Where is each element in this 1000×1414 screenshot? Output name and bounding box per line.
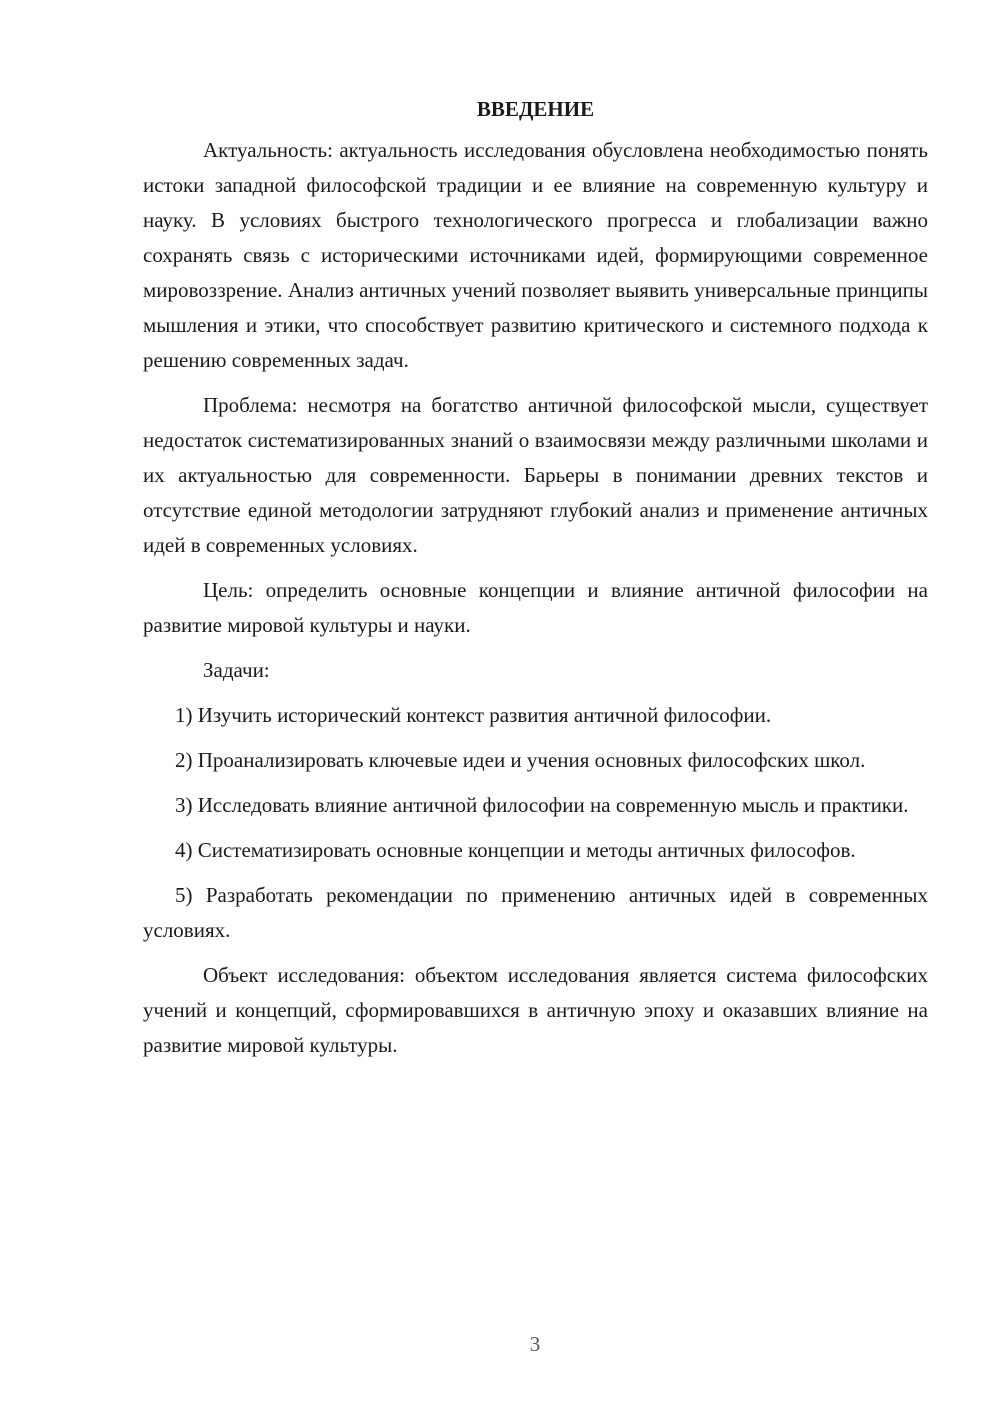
section-title: ВВЕДЕНИЕ [476, 97, 595, 121]
task-item-1: 1) Изучить исторический контекст развития античной философии. [175, 703, 772, 727]
task-item-4: 4) Систематизировать основные концепции и методы античных философов. [175, 838, 856, 862]
task-item-2: 2) Проанализировать ключевые идеи и учения основных философских школ. [175, 748, 866, 772]
paragraph-problem: Проблема: несмотря на богатство античной философской мысли, существует недостаток систематизированных знаний о взаимосвязи между различными школами и их актуальностью для современности. Барьеры в понимании древних текстов и отсутствие единой методологии затрудняют глубокий анализ и применение античных идей в современных условиях. [143, 393, 928, 557]
paragraph-relevance: Актуальность: актуальность исследования обусловлена необходимостью понять истоки западной философской традиции и ее влияние на современную культуру и науку. В условиях быстрого технологического прогресса и глобализации важно сохранять связь с историческими источниками идей, формирующими современное мировоззрение. Анализ античных учений позволяет выявить универсальные принципы мышления и этики, что способствует развитию критического и системного подхода к решению современных задач. [143, 138, 928, 372]
tasks-heading: Задачи: [203, 658, 270, 682]
page-number: 3 [529, 1332, 541, 1356]
page-content [143, 92, 928, 1073]
paragraph-goal: Цель: определить основные концепции и влияние античной философии на развитие мировой культуры и науки. [143, 578, 928, 637]
paragraph-object: Объект исследования: объектом исследования является система философских учений и концепций, сформировавшихся в античную эпоху и оказавших влияние на развитие мировой культуры. [143, 963, 928, 1057]
task-item-5: 5) Разработать рекомендации по применению античных идей в современных условиях. [143, 883, 928, 942]
task-item-3: 3) Исследовать влияние античной философии на современную мысль и практики. [175, 793, 909, 817]
